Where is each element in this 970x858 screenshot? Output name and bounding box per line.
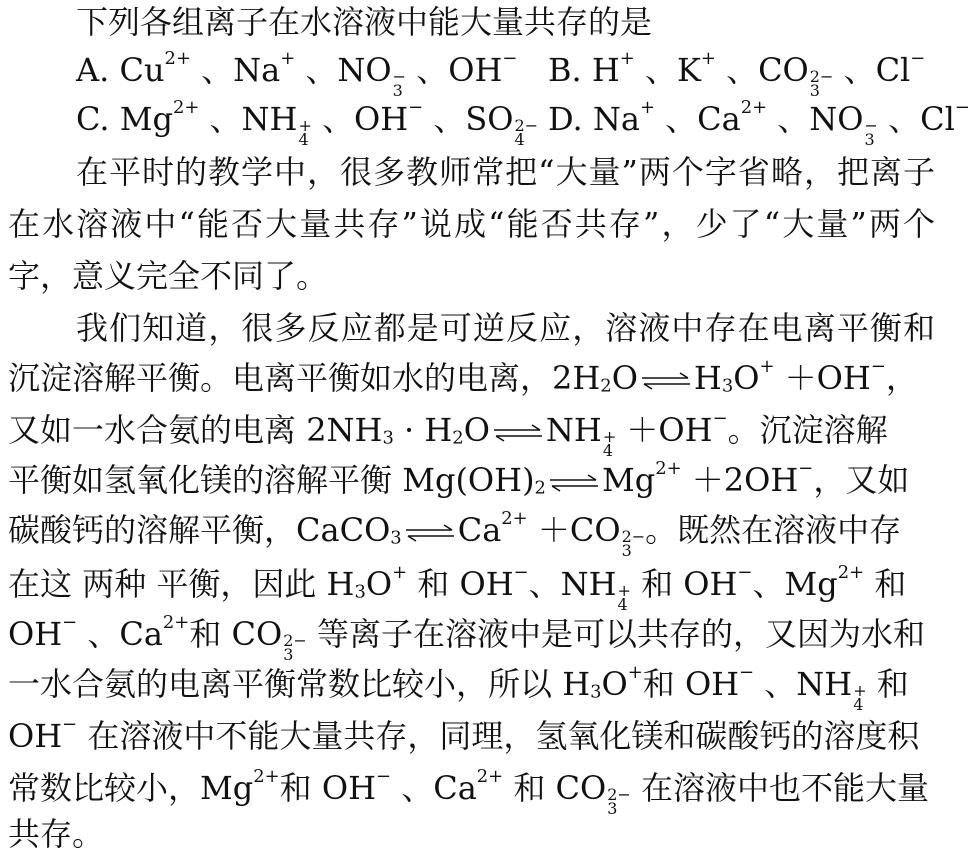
option-a: A. $Cu^{2+}$ 、Na+ 、NO − 3 、OH−	[76, 47, 518, 101]
para2-line3: 又如一水合氨的电离 $2NH_3 \cdot H_2O$ NH + 4 ＋OH−。沉淀溶解	[8, 407, 888, 461]
para1-line1: 在平时的教学中，很多教师常把“大量”两个字省略，把离子	[76, 153, 935, 191]
option-b: B. H+ 、K+ 、CO 2− 3 、Cl−	[548, 47, 926, 101]
equilibrium-arrow-icon	[640, 371, 692, 391]
para2-line10: 常数比较小，$Mg^{2+}$和 OH− 、$Ca^{2+}$ 和 CO 2− 3 在溶液中也不能大量	[8, 765, 930, 819]
equilibrium-arrow-icon	[404, 523, 456, 543]
para2-line6: 在这 两种 平衡，因此 $H_3O^+$ 和 OH−、NH + 4 和 OH−、$Mg^{2+}$ 和	[8, 561, 907, 615]
option-c: C. $Mg^{2+}$ 、NH + 4 、OH− 、SO 2− 4	[76, 96, 539, 150]
para1-line2: 在水溶液中“能否大量共存”说成“能否共存”，少了“大量”两个	[8, 205, 935, 243]
para2-line8: 一水合氨的电离平衡常数比较小，所以 $H_3O^+$和 OH− 、NH + 4 和	[8, 661, 909, 715]
equilibrium-arrow-icon	[548, 473, 600, 493]
para2-line5: 碳酸钙的溶解平衡，CaCO$_3$ $Ca^{2+} +CO$ 2− 3 。既然在溶液中存	[8, 507, 902, 561]
para2-line1: 我们知道，很多反应都是可逆反应，溶液中存在电离平衡和	[76, 309, 935, 347]
question-stem: 下列各组离子在水溶液中能大量共存的是	[76, 3, 653, 41]
equilibrium-arrow-icon	[492, 423, 544, 443]
para2-line4: 平衡如氢氧化镁的溶解平衡 $Mg(OH)_2$ $Mg^{2+} +2OH^-$，又如	[8, 457, 910, 499]
para2-line7: OH− 、$Ca^{2+}$和 CO 2− 3 等离子在溶液中是可以共存的，又因为水和	[8, 611, 925, 665]
option-d: D. Na+ 、$Ca^{2+}$ 、NO − 3 、Cl−	[548, 96, 970, 150]
para1-line3: 字，意义完全不同了。	[8, 257, 329, 295]
para2-line2: 沉淀溶解平衡。电离平衡如水的电离，$2H_2O$ $H_3O^+ +OH^-$，	[8, 355, 918, 397]
para2-line11: 共存。	[8, 815, 105, 853]
para2-line9: OH− 在溶液中不能大量共存，同理，氢氧化镁和碳酸钙的溶度积	[8, 713, 920, 755]
